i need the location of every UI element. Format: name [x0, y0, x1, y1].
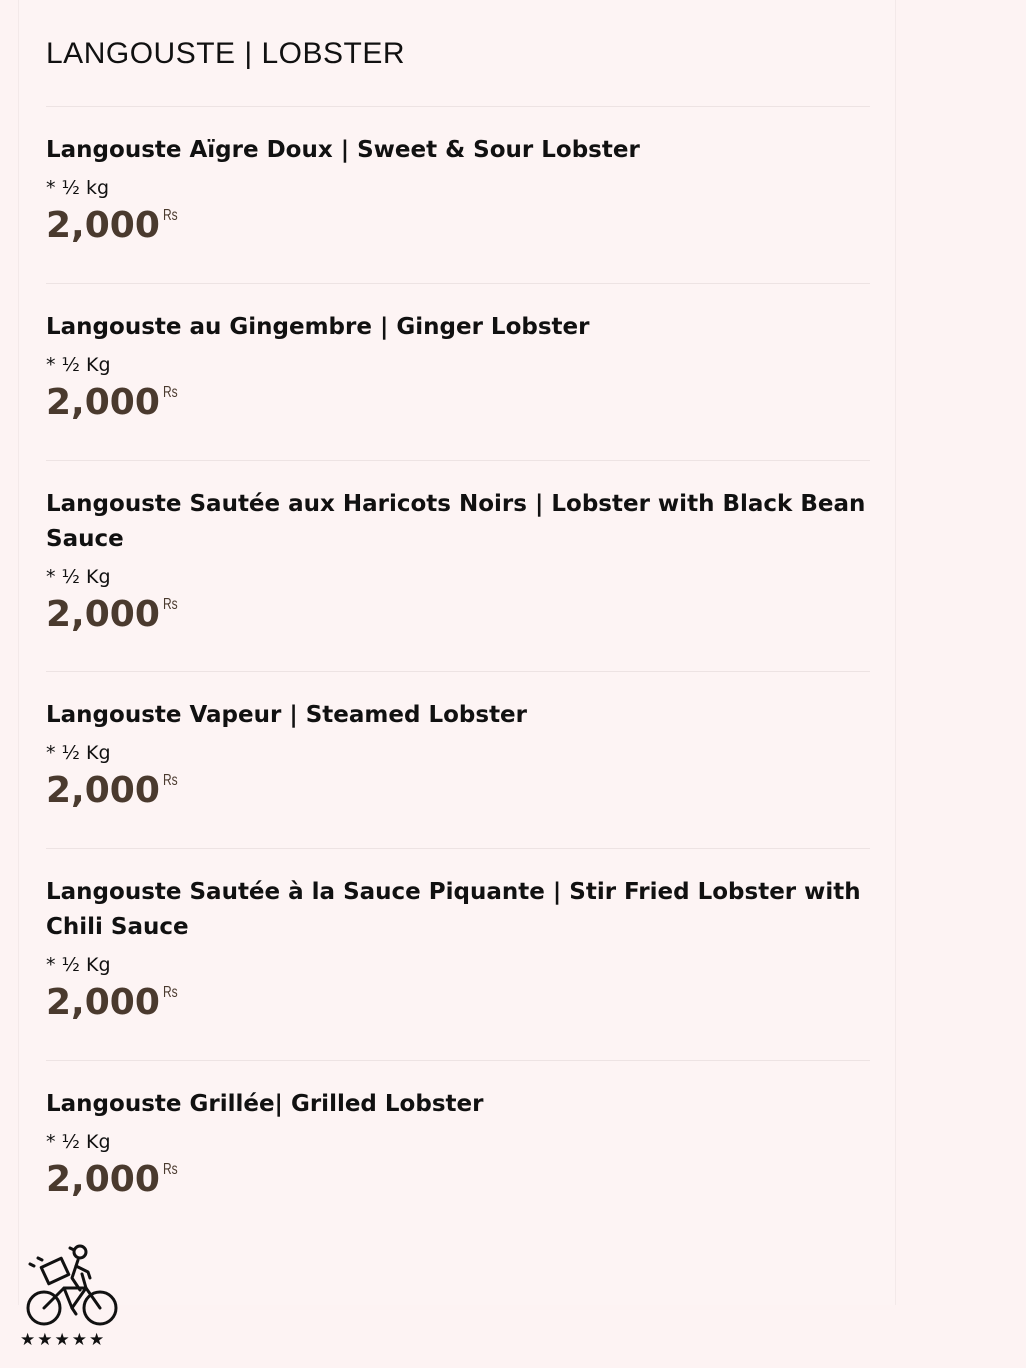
price-currency: Rs [162, 984, 178, 1001]
menu-item[interactable] [46, 460, 870, 671]
item-name: Langouste Aïgre Doux | Sweet & Sour Lobster [46, 137, 640, 163]
menu-list [46, 106, 870, 1230]
item-portion: * ½ Kg [46, 954, 111, 976]
item-portion: * ½ Kg [46, 354, 111, 376]
item-name: Langouste Sautée aux Haricots Noirs | Lobster with Black Bean Sauce [46, 491, 866, 552]
star-rating [20, 1330, 104, 1350]
item-portion: * ½ Kg [46, 1131, 111, 1153]
item-name: Langouste Sautée à la Sauce Piquante | Stir Fried Lobster with Chili Sauce [46, 879, 861, 940]
menu-item[interactable] [46, 848, 870, 1060]
item-name: Langouste Grillée| Grilled Lobster [46, 1091, 484, 1117]
price [46, 767, 870, 815]
price [46, 979, 870, 1027]
menu-item[interactable] [46, 106, 870, 283]
menu-panel [18, 0, 896, 1305]
section-title: LANGOUSTE | LOBSTER [46, 37, 406, 70]
item-name: Langouste au Gingembre | Ginger Lobster [46, 314, 590, 340]
price [46, 202, 870, 250]
price [46, 379, 870, 427]
price-amount: 2,000 [46, 205, 160, 246]
price [46, 1156, 870, 1204]
star-icon: ★ [20, 1330, 36, 1350]
price-amount: 2,000 [46, 594, 160, 635]
price-currency: Rs [162, 596, 178, 613]
price-currency: Rs [162, 207, 178, 224]
price-amount: 2,000 [46, 770, 160, 811]
item-portion: * ½ Kg [46, 566, 111, 588]
price-currency: Rs [162, 772, 178, 789]
price-amount: 2,000 [46, 382, 160, 423]
item-name: Langouste Vapeur | Steamed Lobster [46, 702, 528, 728]
price [46, 591, 870, 639]
delivery-badge[interactable] [20, 1244, 122, 1352]
item-portion: * ½ Kg [46, 742, 111, 764]
price-amount: 2,000 [46, 982, 160, 1023]
star-icon: ★ [71, 1330, 87, 1350]
star-icon: ★ [37, 1330, 53, 1350]
menu-item[interactable] [46, 1060, 870, 1230]
item-portion: * ½ kg [46, 177, 110, 199]
price-currency: Rs [162, 384, 178, 401]
star-icon: ★ [89, 1330, 105, 1350]
price-amount: 2,000 [46, 1159, 160, 1200]
delivery-cyclist-icon [24, 1244, 118, 1330]
menu-item[interactable] [46, 671, 870, 848]
star-icon: ★ [54, 1330, 70, 1350]
price-currency: Rs [162, 1161, 178, 1178]
menu-item[interactable] [46, 283, 870, 460]
